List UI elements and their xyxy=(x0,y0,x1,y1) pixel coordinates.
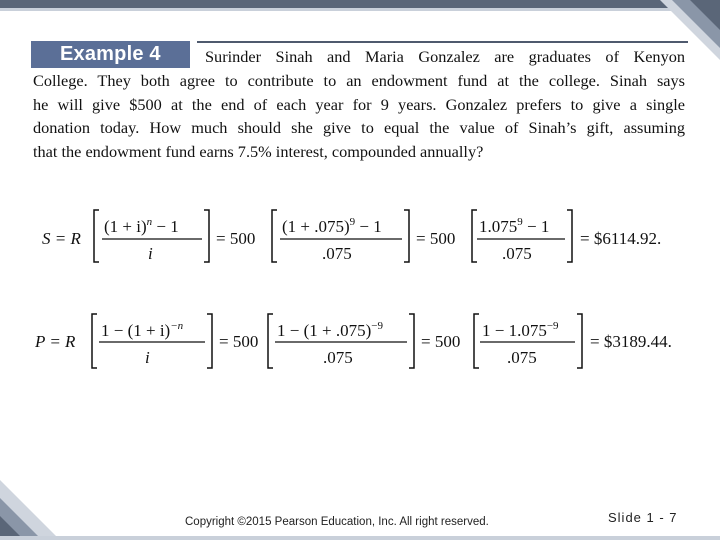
eq1-den3: .075 xyxy=(502,244,532,263)
eq1-num2: $(1 + .075)^9 - 1$ xyxy=(282,216,382,236)
problem-line-3: he will give $500 at the end of each year for 9 years. Gonzalez prefers to give a single xyxy=(33,94,685,114)
bottom-left-corner-decoration xyxy=(0,470,70,540)
eq2-num2: $1 - (1 + .075)^{-9}$ xyxy=(277,320,383,340)
eq1-coef2: = 500 xyxy=(416,229,456,248)
eq2-den2: .075 xyxy=(323,348,353,367)
copyright-footer: Copyright ©2015 Pearson Education, Inc. All right reserved. xyxy=(185,516,489,528)
future-value-equation xyxy=(42,206,692,266)
eq2-den1: i xyxy=(145,348,150,367)
eq1-den2: .075 xyxy=(322,244,352,263)
eq1-coef: = 500 xyxy=(216,229,256,248)
eq2-num3: $1 - 1.075^{-9}$ xyxy=(482,320,559,340)
bottom-frame-bar xyxy=(0,536,720,540)
problem-line-5: that the endowment fund earns 7.5% interest, compounded annually? xyxy=(33,141,484,161)
problem-line-1: Surinder Sinah and Maria Gonzalez are graduates of Kenyon xyxy=(205,47,685,66)
eq1-num1: $(1 + i)^n - 1$ xyxy=(104,216,179,236)
eq2-result: = $3189.44. xyxy=(590,332,672,351)
eq2-lhs: P = R xyxy=(35,332,76,351)
eq2-coef: = 500 xyxy=(219,332,259,351)
slide-number: Slide 1 - 7 xyxy=(608,510,678,525)
eq2-num1: $1 - (1 + i)^{-n}$ xyxy=(101,320,184,340)
problem-line-2: College. They both agree to contribute to an endowment fund at the college. Sinah says xyxy=(33,71,685,90)
top-frame-accent xyxy=(0,8,720,11)
eq1-result: = $6114.92. xyxy=(580,229,662,248)
eq2-coef2: = 500 xyxy=(421,332,461,351)
eq1-lhs: S = R xyxy=(42,229,81,248)
eq1-den1: i xyxy=(148,244,153,263)
problem-line-1-wrap xyxy=(205,45,685,69)
top-frame-bar xyxy=(0,0,720,8)
eq2-den3: .075 xyxy=(507,348,537,367)
header-rule xyxy=(197,41,688,43)
problem-paragraph xyxy=(33,69,685,163)
problem-line-4: donation today. How much should she give to equal the value of Sinah’s gift, assuming xyxy=(33,118,685,137)
eq1-num3: $1.075^9 - 1$ xyxy=(479,216,550,236)
present-value-equation xyxy=(35,312,695,372)
example-label: Example 4 xyxy=(60,43,161,65)
